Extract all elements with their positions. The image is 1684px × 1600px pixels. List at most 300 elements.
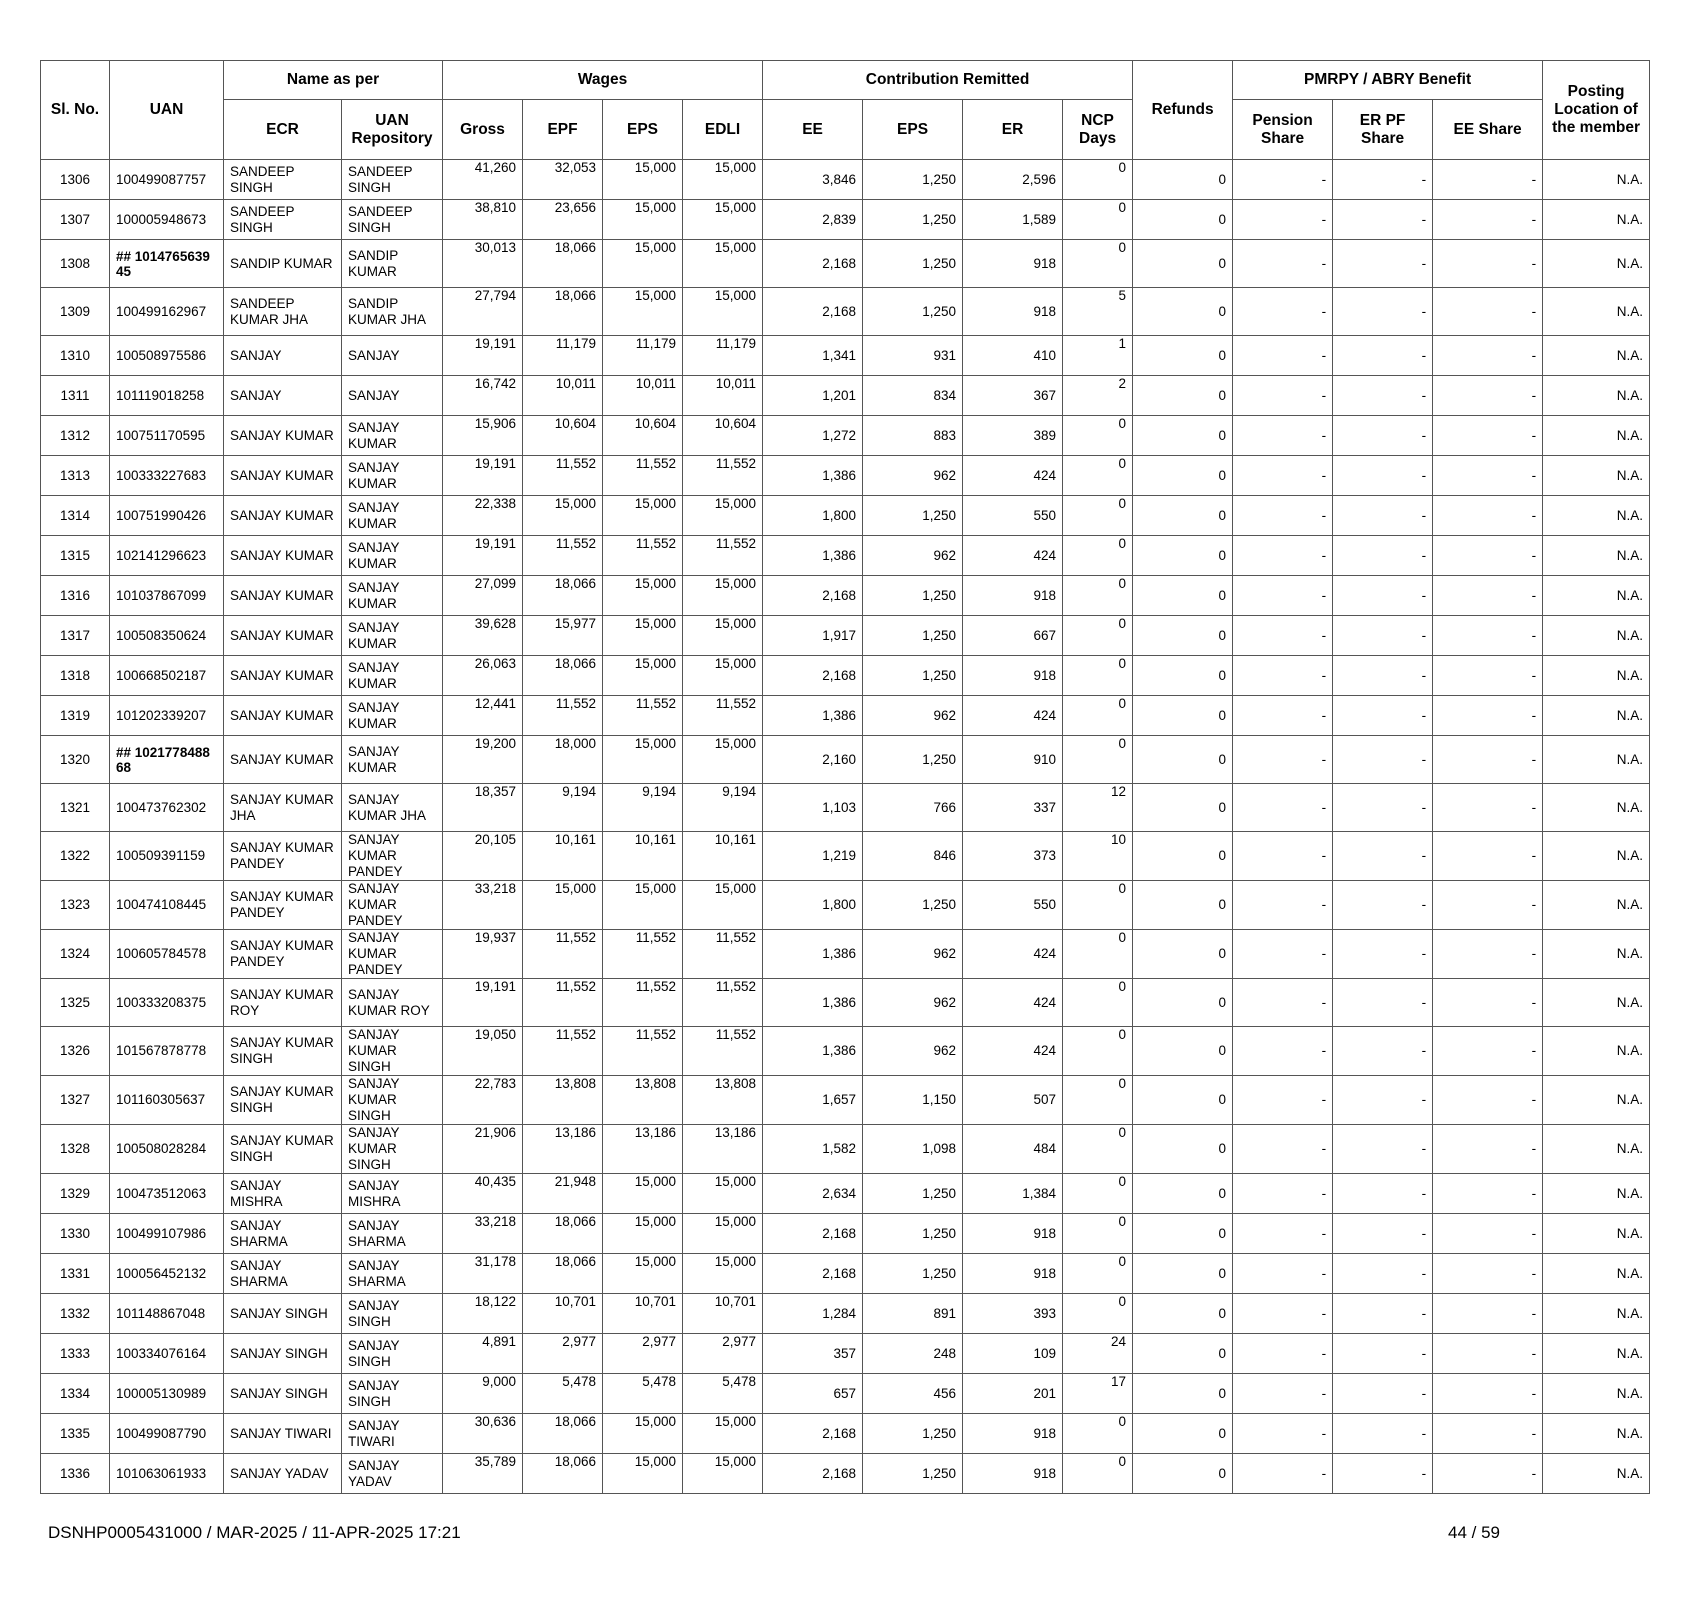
table-row [41,979,1650,1027]
cell-ee-share: - [1433,1334,1543,1374]
cell-er-pf-share: - [1333,736,1433,784]
cell-gross: 4,891 [443,1334,523,1374]
cell-ee: 1,272 [763,416,863,456]
cell-sl-no: 1331 [41,1254,110,1294]
cell-refunds: 0 [1133,1294,1233,1334]
cell-gross: 20,105 [443,832,523,881]
cell-refunds: 0 [1133,656,1233,696]
cell-pension-share: - [1233,1214,1333,1254]
col-ecr: ECR [224,100,342,160]
cell-uan: 102141296623 [110,536,224,576]
cell-sl-no: 1326 [41,1027,110,1076]
cell-er: 424 [963,696,1063,736]
table-row [41,696,1650,736]
table-row [41,336,1650,376]
cell-epf: 13,186 [523,1125,603,1174]
cell-eps: 15,000 [603,1174,683,1214]
cell-contribution-eps: 1,250 [863,736,963,784]
cell-edli: 15,000 [683,240,763,288]
cell-epf: 18,066 [523,1254,603,1294]
cell-ncp-days: 0 [1063,736,1133,784]
cell-pension-share: - [1233,1454,1333,1494]
cell-name-uan-repository: SANJAY SHARMA [342,1214,443,1254]
cell-name-uan-repository: SANJAY KUMAR [342,616,443,656]
cell-ee-share: - [1433,832,1543,881]
cell-pension-share: - [1233,240,1333,288]
cell-name-uan-repository: SANJAY MISHRA [342,1174,443,1214]
cell-name-uan-repository: SANJAY YADAV [342,1454,443,1494]
col-er-pf-share: ER PF Share [1333,100,1433,160]
cell-pension-share: - [1233,1125,1333,1174]
table-body [41,160,1650,1494]
cell-refunds: 0 [1133,930,1233,979]
cell-uan: 100473512063 [110,1174,224,1214]
cell-er-pf-share: - [1333,288,1433,336]
cell-name-ecr: SANJAY KUMAR [224,536,342,576]
cell-ee: 1,341 [763,336,863,376]
cell-edli: 15,000 [683,1214,763,1254]
cell-sl-no: 1333 [41,1334,110,1374]
cell-ee: 2,168 [763,576,863,616]
cell-edli: 11,552 [683,536,763,576]
cell-uan: 100509391159 [110,832,224,881]
cell-eps: 11,552 [603,536,683,576]
cell-gross: 19,191 [443,336,523,376]
cell-eps: 11,552 [603,696,683,736]
cell-posting-location: N.A. [1543,240,1650,288]
cell-ee: 1,386 [763,1027,863,1076]
cell-epf: 21,948 [523,1174,603,1214]
cell-name-uan-repository: SANJAY KUMAR [342,736,443,784]
cell-refunds: 0 [1133,1174,1233,1214]
cell-ee: 2,168 [763,240,863,288]
cell-ee-share: - [1433,656,1543,696]
cell-ncp-days: 0 [1063,881,1133,930]
cell-name-ecr: SANJAY KUMAR ROY [224,979,342,1027]
cell-name-ecr: SANJAY YADAV [224,1454,342,1494]
table-row [41,1294,1650,1334]
cell-ncp-days: 0 [1063,536,1133,576]
cell-posting-location: N.A. [1543,1125,1650,1174]
cell-refunds: 0 [1133,496,1233,536]
cell-epf: 18,066 [523,1414,603,1454]
cell-ee-share: - [1433,1414,1543,1454]
cell-refunds: 0 [1133,1076,1233,1125]
cell-uan: 101202339207 [110,696,224,736]
cell-gross: 15,906 [443,416,523,456]
cell-sl-no: 1332 [41,1294,110,1334]
cell-er-pf-share: - [1333,1027,1433,1076]
cell-sl-no: 1330 [41,1214,110,1254]
cell-gross: 21,906 [443,1125,523,1174]
cell-pension-share: - [1233,1294,1333,1334]
col-ee-share: EE Share [1433,100,1543,160]
cell-ee-share: - [1433,616,1543,656]
cell-uan: 101037867099 [110,576,224,616]
col-sl-no: Sl. No. [41,61,110,160]
cell-name-ecr: SANJAY KUMAR [224,616,342,656]
cell-edli: 11,552 [683,1027,763,1076]
table-row [41,736,1650,784]
cell-contribution-eps: 891 [863,1294,963,1334]
cell-er-pf-share: - [1333,336,1433,376]
cell-edli: 15,000 [683,160,763,200]
contribution-table [40,60,1650,1494]
cell-name-uan-repository: SANJAY KUMAR PANDEY [342,881,443,930]
cell-edli: 15,000 [683,1254,763,1294]
cell-eps: 5,478 [603,1374,683,1414]
cell-name-uan-repository: SANJAY KUMAR [342,696,443,736]
cell-ee-share: - [1433,1294,1543,1334]
cell-er-pf-share: - [1333,416,1433,456]
cell-name-ecr: SANDIP KUMAR [224,240,342,288]
cell-ee-share: - [1433,1125,1543,1174]
cell-refunds: 0 [1133,376,1233,416]
cell-er-pf-share: - [1333,536,1433,576]
cell-ee: 1,103 [763,784,863,832]
cell-sl-no: 1314 [41,496,110,536]
cell-er-pf-share: - [1333,576,1433,616]
cell-posting-location: N.A. [1543,1076,1650,1125]
cell-epf: 18,066 [523,1214,603,1254]
cell-edli: 15,000 [683,1174,763,1214]
cell-er-pf-share: - [1333,832,1433,881]
cell-contribution-eps: 1,250 [863,1174,963,1214]
cell-gross: 33,218 [443,881,523,930]
table-row [41,240,1650,288]
cell-refunds: 0 [1133,576,1233,616]
cell-uan: 100005130989 [110,1374,224,1414]
cell-pension-share: - [1233,930,1333,979]
cell-er-pf-share: - [1333,200,1433,240]
cell-eps: 10,011 [603,376,683,416]
cell-name-ecr: SANJAY KUMAR [224,656,342,696]
cell-ncp-days: 0 [1063,656,1133,696]
cell-gross: 30,013 [443,240,523,288]
cell-uan: 100508975586 [110,336,224,376]
cell-er-pf-share: - [1333,979,1433,1027]
table-header [41,61,1650,160]
cell-ncp-days: 0 [1063,200,1133,240]
cell-posting-location: N.A. [1543,576,1650,616]
cell-edli: 2,977 [683,1334,763,1374]
cell-gross: 26,063 [443,656,523,696]
cell-refunds: 0 [1133,336,1233,376]
cell-name-ecr: SANJAY KUMAR JHA [224,784,342,832]
cell-refunds: 0 [1133,240,1233,288]
cell-ncp-days: 0 [1063,160,1133,200]
cell-epf: 10,701 [523,1294,603,1334]
cell-ncp-days: 0 [1063,1214,1133,1254]
cell-contribution-eps: 1,098 [863,1125,963,1174]
cell-ee-share: - [1433,1076,1543,1125]
cell-uan: 100508028284 [110,1125,224,1174]
cell-name-uan-repository: SANJAY KUMAR [342,416,443,456]
table-row [41,881,1650,930]
cell-ncp-days: 0 [1063,576,1133,616]
col-uan: UAN [110,61,224,160]
cell-name-uan-repository: SANJAY TIWARI [342,1414,443,1454]
cell-gross: 22,338 [443,496,523,536]
cell-name-ecr: SANJAY KUMAR PANDEY [224,832,342,881]
cell-refunds: 0 [1133,784,1233,832]
cell-contribution-eps: 1,250 [863,1214,963,1254]
cell-er-pf-share: - [1333,784,1433,832]
cell-sl-no: 1306 [41,160,110,200]
cell-pension-share: - [1233,1334,1333,1374]
cell-edli: 15,000 [683,736,763,784]
cell-epf: 10,161 [523,832,603,881]
cell-eps: 11,552 [603,1027,683,1076]
cell-edli: 15,000 [683,576,763,616]
cell-contribution-eps: 766 [863,784,963,832]
cell-eps: 15,000 [603,200,683,240]
cell-pension-share: - [1233,288,1333,336]
cell-name-ecr: SANJAY KUMAR [224,576,342,616]
cell-pension-share: - [1233,1254,1333,1294]
cell-epf: 11,552 [523,1027,603,1076]
table-row [41,536,1650,576]
cell-gross: 35,789 [443,1454,523,1494]
cell-ncp-days: 5 [1063,288,1133,336]
cell-ee: 2,168 [763,1254,863,1294]
cell-posting-location: N.A. [1543,1027,1650,1076]
cell-uan: 100333208375 [110,979,224,1027]
cell-uan: ## 101476563945 [110,240,224,288]
cell-er: 389 [963,416,1063,456]
cell-uan: 100474108445 [110,881,224,930]
cell-posting-location: N.A. [1543,160,1650,200]
cell-ee: 357 [763,1334,863,1374]
col-er: ER [963,100,1063,160]
cell-refunds: 0 [1133,881,1233,930]
cell-contribution-eps: 1,250 [863,1254,963,1294]
cell-er-pf-share: - [1333,456,1433,496]
cell-epf: 11,552 [523,979,603,1027]
cell-er: 918 [963,1414,1063,1454]
cell-er-pf-share: - [1333,1414,1433,1454]
cell-ee: 2,634 [763,1174,863,1214]
cell-ncp-days: 0 [1063,930,1133,979]
cell-ee-share: - [1433,1174,1543,1214]
cell-ee: 1,386 [763,930,863,979]
table-row [41,1174,1650,1214]
cell-ee-share: - [1433,1254,1543,1294]
cell-uan: 100508350624 [110,616,224,656]
cell-epf: 13,808 [523,1076,603,1125]
cell-ee: 1,657 [763,1076,863,1125]
cell-epf: 23,656 [523,200,603,240]
cell-pension-share: - [1233,416,1333,456]
cell-eps: 10,161 [603,832,683,881]
cell-posting-location: N.A. [1543,832,1650,881]
cell-contribution-eps: 1,250 [863,160,963,200]
cell-pension-share: - [1233,616,1333,656]
cell-ncp-days: 12 [1063,784,1133,832]
cell-name-uan-repository: SANJAY KUMAR SINGH [342,1027,443,1076]
cell-name-uan-repository: SANJAY KUMAR ROY [342,979,443,1027]
cell-er: 918 [963,1254,1063,1294]
cell-ee-share: - [1433,240,1543,288]
cell-epf: 15,000 [523,881,603,930]
cell-name-ecr: SANJAY SINGH [224,1334,342,1374]
cell-epf: 18,066 [523,288,603,336]
cell-contribution-eps: 962 [863,456,963,496]
cell-posting-location: N.A. [1543,736,1650,784]
cell-posting-location: N.A. [1543,1254,1650,1294]
table-row [41,784,1650,832]
table-row [41,456,1650,496]
cell-contribution-eps: 834 [863,376,963,416]
cell-er: 550 [963,881,1063,930]
cell-edli: 10,604 [683,416,763,456]
col-contribution-eps: EPS [863,100,963,160]
cell-eps: 11,552 [603,979,683,1027]
cell-uan: 101119018258 [110,376,224,416]
cell-name-uan-repository: SANDEEP SINGH [342,200,443,240]
cell-er: 373 [963,832,1063,881]
cell-eps: 15,000 [603,736,683,784]
cell-er: 393 [963,1294,1063,1334]
page-number: 44 / 59 [1448,1523,1500,1542]
cell-ee: 1,917 [763,616,863,656]
cell-er: 484 [963,1125,1063,1174]
cell-pension-share: - [1233,736,1333,784]
cell-refunds: 0 [1133,536,1233,576]
cell-er: 918 [963,1214,1063,1254]
cell-uan: 100605784578 [110,930,224,979]
cell-sl-no: 1307 [41,200,110,240]
cell-name-uan-repository: SANJAY KUMAR SINGH [342,1076,443,1125]
cell-posting-location: N.A. [1543,696,1650,736]
cell-refunds: 0 [1133,1254,1233,1294]
cell-sl-no: 1324 [41,930,110,979]
cell-posting-location: N.A. [1543,336,1650,376]
cell-pension-share: - [1233,576,1333,616]
table-row [41,930,1650,979]
col-ncp-days: NCP Days [1063,100,1133,160]
cell-ee-share: - [1433,576,1543,616]
cell-ee: 1,800 [763,496,863,536]
cell-uan: 100334076164 [110,1334,224,1374]
cell-refunds: 0 [1133,616,1233,656]
cell-gross: 19,937 [443,930,523,979]
cell-ee: 1,201 [763,376,863,416]
cell-sl-no: 1334 [41,1374,110,1414]
cell-contribution-eps: 962 [863,696,963,736]
cell-name-ecr: SANJAY KUMAR [224,696,342,736]
group-name-as-per: Name as per [224,61,443,100]
cell-edli: 11,552 [683,930,763,979]
cell-gross: 18,357 [443,784,523,832]
cell-sl-no: 1320 [41,736,110,784]
cell-edli: 15,000 [683,616,763,656]
cell-edli: 13,808 [683,1076,763,1125]
cell-eps: 13,808 [603,1076,683,1125]
cell-ncp-days: 10 [1063,832,1133,881]
cell-gross: 40,435 [443,1174,523,1214]
cell-pension-share: - [1233,1414,1333,1454]
cell-pension-share: - [1233,881,1333,930]
cell-posting-location: N.A. [1543,536,1650,576]
cell-epf: 18,066 [523,240,603,288]
col-epf: EPF [523,100,603,160]
cell-ee: 1,386 [763,696,863,736]
cell-er-pf-share: - [1333,1125,1433,1174]
cell-sl-no: 1328 [41,1125,110,1174]
cell-pension-share: - [1233,784,1333,832]
cell-gross: 30,636 [443,1414,523,1454]
cell-name-uan-repository: SANJAY KUMAR [342,576,443,616]
cell-name-uan-repository: SANJAY SINGH [342,1334,443,1374]
cell-name-ecr: SANJAY KUMAR [224,416,342,456]
cell-name-uan-repository: SANJAY KUMAR [342,536,443,576]
cell-epf: 11,552 [523,456,603,496]
cell-epf: 10,011 [523,376,603,416]
cell-ee-share: - [1433,736,1543,784]
cell-name-ecr: SANJAY SINGH [224,1294,342,1334]
cell-ncp-days: 0 [1063,1174,1133,1214]
cell-eps: 13,186 [603,1125,683,1174]
cell-eps: 15,000 [603,1414,683,1454]
col-pension-share: Pension Share [1233,100,1333,160]
cell-uan: 100473762302 [110,784,224,832]
cell-ee: 1,284 [763,1294,863,1334]
cell-refunds: 0 [1133,1125,1233,1174]
table-row [41,376,1650,416]
cell-epf: 11,179 [523,336,603,376]
cell-ee-share: - [1433,336,1543,376]
cell-epf: 18,066 [523,1454,603,1494]
cell-edli: 9,194 [683,784,763,832]
cell-pension-share: - [1233,536,1333,576]
cell-eps: 11,552 [603,456,683,496]
cell-epf: 5,478 [523,1374,603,1414]
cell-er-pf-share: - [1333,656,1433,696]
cell-edli: 15,000 [683,496,763,536]
cell-posting-location: N.A. [1543,288,1650,336]
cell-uan: 100751170595 [110,416,224,456]
table-row [41,288,1650,336]
cell-eps: 11,179 [603,336,683,376]
cell-sl-no: 1327 [41,1076,110,1125]
col-gross: Gross [443,100,523,160]
cell-contribution-eps: 1,250 [863,1414,963,1454]
cell-uan: 100499162967 [110,288,224,336]
cell-ncp-days: 0 [1063,1125,1133,1174]
cell-ee: 2,160 [763,736,863,784]
cell-sl-no: 1312 [41,416,110,456]
cell-ncp-days: 0 [1063,616,1133,656]
cell-contribution-eps: 1,250 [863,200,963,240]
cell-name-ecr: SANDEEP SINGH [224,160,342,200]
cell-ee: 1,582 [763,1125,863,1174]
cell-ee-share: - [1433,376,1543,416]
cell-sl-no: 1309 [41,288,110,336]
cell-posting-location: N.A. [1543,656,1650,696]
cell-gross: 19,200 [443,736,523,784]
cell-name-uan-repository: SANDIP KUMAR [342,240,443,288]
cell-ncp-days: 0 [1063,1294,1133,1334]
cell-er-pf-share: - [1333,1214,1433,1254]
table-row [41,1454,1650,1494]
cell-epf: 11,552 [523,536,603,576]
cell-er-pf-share: - [1333,376,1433,416]
cell-er-pf-share: - [1333,696,1433,736]
cell-ee: 2,168 [763,1454,863,1494]
cell-posting-location: N.A. [1543,496,1650,536]
cell-epf: 9,194 [523,784,603,832]
